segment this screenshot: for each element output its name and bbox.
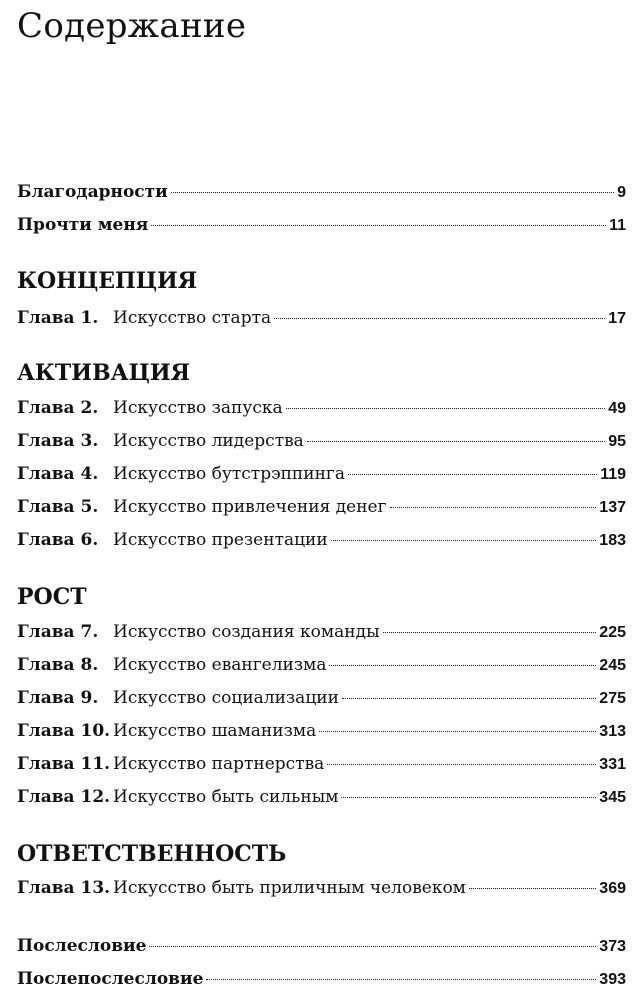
dot-leader bbox=[171, 192, 614, 193]
chapter-label: Глава 12. bbox=[17, 787, 111, 807]
chapter-label: Глава 9. bbox=[17, 688, 99, 708]
entry-title: Искусство евангелизма bbox=[113, 655, 327, 675]
chapter-label: Глава 13. bbox=[17, 878, 111, 898]
entry-title: Искусство быть приличным человеком bbox=[113, 878, 466, 898]
dot-leader bbox=[286, 408, 606, 409]
toc-entry-chapter-8[interactable] bbox=[17, 654, 626, 677]
dot-leader bbox=[390, 507, 597, 508]
dot-leader bbox=[274, 318, 605, 319]
dot-leader bbox=[342, 698, 596, 699]
page-number: 331 bbox=[599, 756, 626, 773]
part-heading-growth: РОСТ bbox=[17, 584, 87, 610]
chapter-label: Глава 5. bbox=[17, 497, 99, 517]
chapter-label: Глава 7. bbox=[17, 622, 99, 642]
entry-title: Искусство партнерства bbox=[113, 754, 325, 774]
chapter-label: Глава 10. bbox=[17, 721, 111, 741]
entry-title: Искусство социализации bbox=[113, 688, 339, 708]
page-number: 345 bbox=[599, 789, 626, 806]
dot-leader bbox=[329, 665, 596, 666]
toc-entry-chapter-10[interactable] bbox=[17, 720, 626, 743]
entry-title: Послепослесловие bbox=[17, 969, 204, 989]
entry-title: Искусство шаманизма bbox=[113, 721, 317, 741]
entry-title: Искусство создания команды bbox=[113, 622, 380, 642]
entry-title: Искусство бутстрэппинга bbox=[113, 464, 345, 484]
page-number: 95 bbox=[608, 433, 626, 450]
toc-entry-post-afterword[interactable] bbox=[17, 968, 626, 991]
dot-leader bbox=[307, 441, 605, 442]
entry-title: Искусство быть сильным bbox=[113, 787, 339, 807]
toc-entry-acknowledgements[interactable] bbox=[17, 181, 626, 204]
entry-title: Благодарности bbox=[17, 182, 168, 202]
page-number: 369 bbox=[599, 880, 626, 897]
entry-title: Искусство старта bbox=[113, 308, 272, 328]
dot-leader bbox=[341, 797, 596, 798]
page-number: 275 bbox=[599, 690, 626, 707]
part-heading-responsibility: ОТВЕТСТВЕННОСТЬ bbox=[17, 841, 287, 867]
toc-entry-chapter-6[interactable] bbox=[17, 529, 626, 552]
page-number: 373 bbox=[599, 938, 626, 955]
page-number: 393 bbox=[599, 971, 626, 988]
toc-entry-chapter-9[interactable] bbox=[17, 687, 626, 710]
toc-entry-afterword[interactable] bbox=[17, 935, 626, 958]
page-number: 225 bbox=[599, 624, 626, 641]
dot-leader bbox=[151, 225, 606, 226]
chapter-label: Глава 8. bbox=[17, 655, 99, 675]
dot-leader bbox=[149, 946, 596, 947]
entry-title: Искусство привлечения денег bbox=[113, 497, 387, 517]
chapter-label: Глава 6. bbox=[17, 530, 99, 550]
entry-title: Искусство лидерства bbox=[113, 431, 304, 451]
chapter-label: Глава 1. bbox=[17, 308, 99, 328]
chapter-label: Глава 4. bbox=[17, 464, 99, 484]
dot-leader bbox=[348, 474, 597, 475]
toc-entry-chapter-1[interactable] bbox=[17, 307, 626, 330]
page-number: 313 bbox=[599, 723, 626, 740]
entry-title: Прочти меня bbox=[17, 215, 149, 235]
page-number: 183 bbox=[599, 532, 626, 549]
toc-entry-chapter-11[interactable] bbox=[17, 753, 626, 776]
page-number: 11 bbox=[609, 217, 626, 234]
toc-entry-chapter-12[interactable] bbox=[17, 786, 626, 809]
toc-entry-chapter-3[interactable] bbox=[17, 430, 626, 453]
dot-leader bbox=[327, 764, 596, 765]
toc-entry-chapter-7[interactable] bbox=[17, 621, 626, 644]
dot-leader bbox=[469, 888, 596, 889]
toc-entry-chapter-13[interactable] bbox=[17, 877, 626, 900]
dot-leader bbox=[319, 731, 596, 732]
toc-entry-chapter-5[interactable] bbox=[17, 496, 626, 519]
page-title: Содержание bbox=[17, 6, 247, 46]
entry-title: Искусство презентации bbox=[113, 530, 328, 550]
toc-entry-chapter-4[interactable] bbox=[17, 463, 626, 486]
part-heading-activation: АКТИВАЦИЯ bbox=[17, 360, 191, 386]
chapter-label: Глава 3. bbox=[17, 431, 99, 451]
page-number: 137 bbox=[599, 499, 626, 516]
page-number: 9 bbox=[617, 184, 626, 201]
page-number: 49 bbox=[608, 400, 626, 417]
dot-leader bbox=[206, 979, 596, 980]
entry-title: Послесловие bbox=[17, 936, 147, 956]
page-number: 17 bbox=[608, 310, 626, 327]
dot-leader bbox=[331, 540, 597, 541]
chapter-label: Глава 11. bbox=[17, 754, 111, 774]
toc-entry-read-me[interactable] bbox=[17, 214, 626, 237]
dot-leader bbox=[383, 632, 597, 633]
page-number: 245 bbox=[599, 657, 626, 674]
part-heading-concept: КОНЦЕПЦИЯ bbox=[17, 268, 198, 294]
chapter-label: Глава 2. bbox=[17, 398, 99, 418]
entry-title: Искусство запуска bbox=[113, 398, 283, 418]
toc-entry-chapter-2[interactable] bbox=[17, 397, 626, 420]
page-number: 119 bbox=[600, 466, 626, 483]
